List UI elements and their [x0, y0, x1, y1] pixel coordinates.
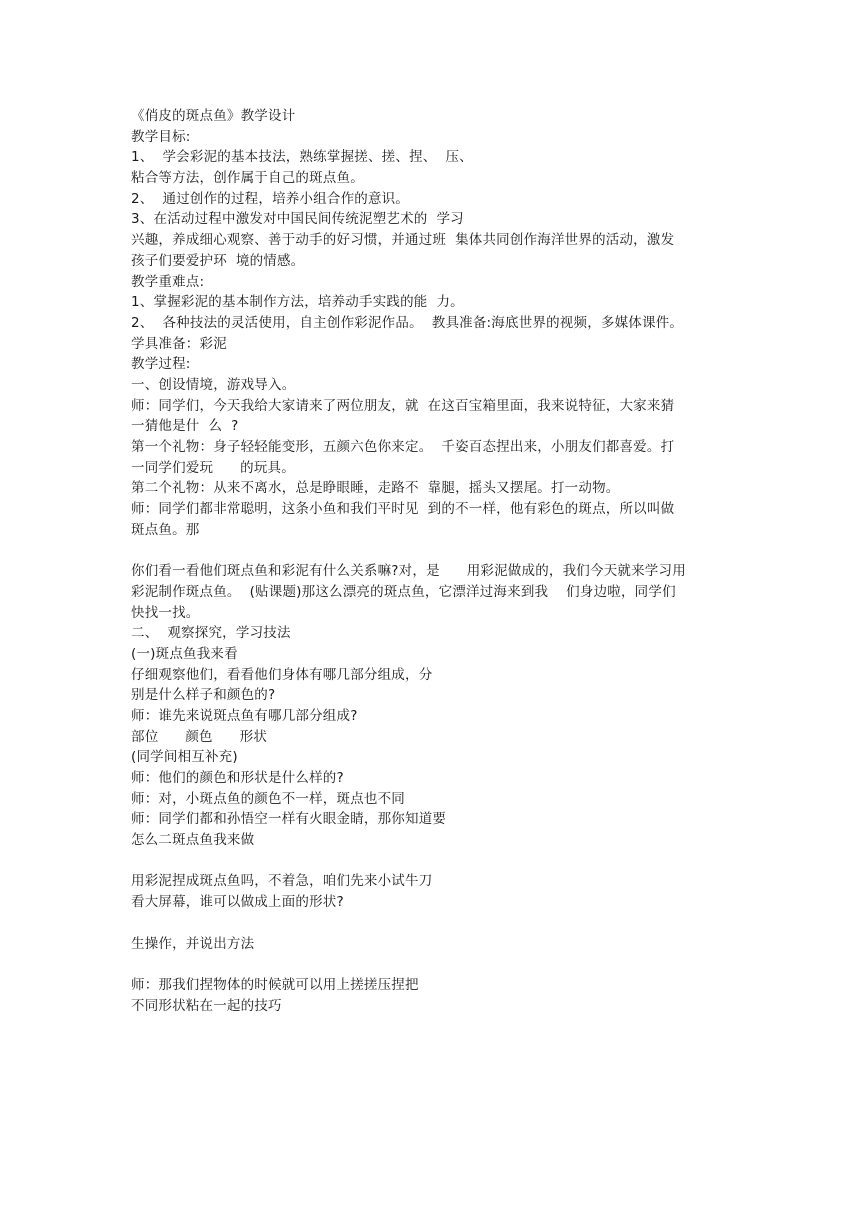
- text-line: 师：谁先来说斑点鱼有哪几部分组成?: [131, 707, 358, 724]
- text-line: 3、在活动过程中激发对中国民间传统泥塑艺术的 学习: [131, 211, 464, 228]
- text-line: 部位 颜色 形状: [131, 728, 268, 745]
- text-line: 一同学们爱玩 的玩具。: [131, 459, 295, 476]
- text-line: 1、掌握彩泥的基本制作方法，培养动手实践的能 力。: [131, 294, 464, 311]
- blank-line: [131, 540, 731, 561]
- document-title: 《俏皮的斑点鱼》教学设计: [131, 108, 296, 124]
- text-line: 师：他们的颜色和形状是什么样的?: [131, 770, 344, 786]
- text-line: 彩泥制作斑点鱼。 (贴课题)那这么漂亮的斑点鱼，它漂洋过海来到我 们身边啦，同学们: [131, 583, 676, 600]
- text-line: 生操作，并说出方法: [131, 935, 255, 952]
- text-line: 教学重难点:: [131, 273, 205, 290]
- blank-line: [131, 913, 731, 934]
- text-line: 师：同学们都非常聪明，这条小鱼和我们平时见 到的不一样，他有彩色的斑点，所以叫做: [131, 501, 675, 518]
- text-line: 怎么二斑点鱼我来做: [131, 832, 255, 849]
- text-line: 孩子们要爱护环 境的情感。: [131, 252, 305, 269]
- text-line: 二、 观察探究，学习技法: [131, 625, 291, 642]
- text-line: 师：那我们捏物体的时候就可以用上搓搓压捏把: [131, 976, 419, 993]
- text-line: 学具准备：彩泥: [131, 335, 227, 352]
- text-line: 第一个礼物：身子轻轻能变形，五颜六色你来定。 千姿百态捏出来，小朋友们都喜爱。打: [131, 439, 675, 455]
- text-line: 2、 各种技法的灵活使用，自主创作彩泥作品。 教具准备:海底世界的视频，多媒体课件。: [131, 314, 684, 331]
- text-line: 一猜他是什 么 ?: [131, 418, 239, 435]
- text-line: 1、 学会彩泥的基本技法，熟练掌握搓、搓、捏、 压、: [131, 149, 473, 166]
- text-line: 粘合等方法，创作属于自己的斑点鱼。: [131, 170, 364, 187]
- text-line: 不同形状粘在一起的技巧: [131, 997, 282, 1014]
- text-line: 你们看一看他们斑点鱼和彩泥有什么关系嘛?对，是 用彩泥做成的，我们今天就来学习用: [131, 563, 686, 580]
- text-line: 第二个礼物：从来不离水，总是睁眼睡，走路不 靠腿，摇头又摆尾。打一动物。: [131, 480, 620, 497]
- text-line: 教学目标:: [131, 128, 191, 145]
- text-line: 斑点鱼。那: [131, 521, 200, 538]
- text-line: 2、 通过创作的过程，培养小组合作的意识。: [131, 190, 410, 207]
- text-line: (同学间相互补充): [131, 749, 238, 766]
- text-line: 师：同学们都和孙悟空一样有火眼金睛，那你知道要: [131, 811, 447, 828]
- text-line: 看大屏幕，谁可以做成上面的形状?: [131, 894, 344, 911]
- text-line: 一、创设情境，游戏导入。: [131, 376, 296, 393]
- document-body: [131, 106, 731, 1016]
- text-line: 师：对，小斑点鱼的颜色不一样，斑点也不同: [131, 790, 405, 807]
- text-line: 师：同学们，今天我给大家请来了两位朋友，就 在这百宝箱里面，我来说特征，大家来猜: [131, 397, 675, 414]
- text-line: 别是什么样子和颜色的?: [131, 687, 276, 704]
- blank-line: [131, 851, 731, 872]
- text-line: 兴趣，养成细心观察、善于动手的好习惯，并通过班 集体共同创作海洋世界的活动，激发: [131, 232, 675, 249]
- text-line: 用彩泥捏成斑点鱼吗，不着急，咱们先来小试牛刀: [131, 873, 433, 890]
- text-line: 教学过程:: [131, 356, 191, 373]
- blank-line: [131, 954, 731, 975]
- text-line: 仔细观察他们，看看他们身体有哪几部分组成，分: [131, 666, 433, 683]
- text-line: (一)斑点鱼我来看: [131, 645, 238, 662]
- text-line: 快找一找。: [131, 604, 200, 621]
